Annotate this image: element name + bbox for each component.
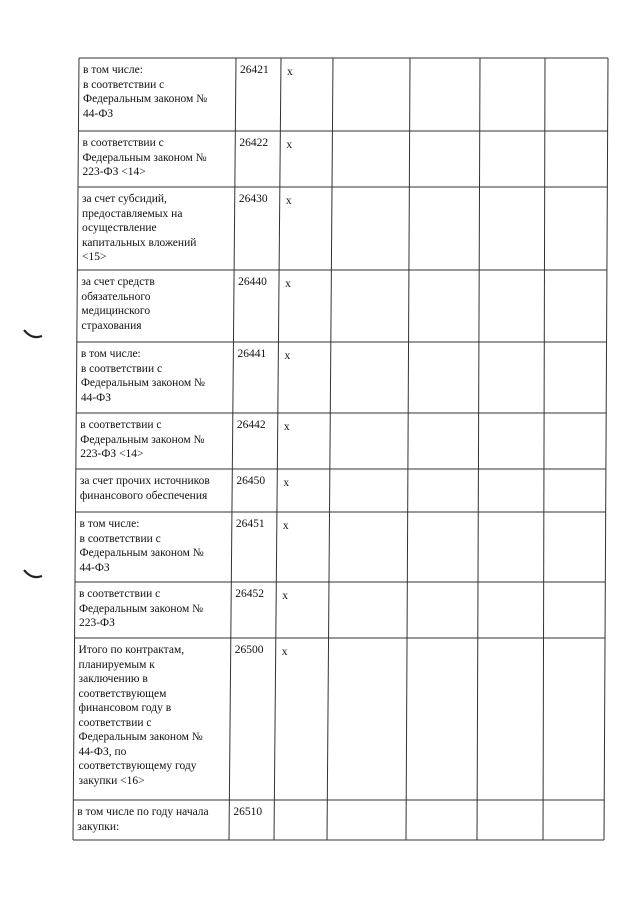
row-label: Итого по контрактам, планируемым к заключению в соответствующем финансовом году в соответствии с Федеральным законом № 44-ФЗ, по соответствующему году закупки <16> — [78, 644, 203, 787]
row-label: в том числе: в соответствии с Федеральным законом № 44-ФЗ — [79, 518, 204, 574]
row-code: 26510 — [233, 806, 263, 818]
row-label: в соответствии с Федеральным законом № 223-ФЗ <14> — [80, 419, 205, 460]
row-mark: x — [281, 646, 288, 658]
row-mark: x — [282, 520, 289, 532]
row-mark: x — [285, 195, 292, 207]
table-vertical-rule — [327, 58, 333, 840]
row-label: в соответствии с Федеральным законом № 223-ФЗ <14> — [82, 137, 207, 178]
row-mark: x — [286, 139, 293, 151]
row-code: 26441 — [237, 348, 267, 360]
row-label: за счет субсидий, предоставляемых на осуществление капитальных вложений <15> — [82, 193, 197, 263]
row-code: 26451 — [235, 518, 265, 530]
row-mark: x — [287, 66, 293, 78]
row-code: 26422 — [239, 137, 269, 149]
table-vertical-rule — [406, 58, 410, 840]
row-label: за счет прочих источников финансового обеспечения — [79, 475, 210, 502]
table-vertical-rule — [543, 58, 545, 840]
row-label: в том числе: в соответствии с Федеральным законом № 44-ФЗ — [80, 348, 205, 404]
table-vertical-rule — [477, 58, 480, 840]
table-vertical-rule — [274, 58, 281, 840]
row-code: 26450 — [236, 475, 266, 487]
row-label: в соответствии с Федеральным законом № 223-ФЗ — [78, 588, 204, 629]
row-label: в том числе: в соответствии с Федеральным законом № 44-ФЗ — [83, 64, 208, 120]
row-label: за счет средств обязательного медицинского страхования — [81, 276, 155, 332]
row-mark: x — [283, 477, 290, 489]
binding-mark-lower — [22, 566, 44, 582]
table-vertical-rule — [604, 58, 608, 840]
row-mark: x — [284, 350, 291, 362]
row-label: в том числе по году начала закупки: — [77, 806, 209, 833]
row-mark: x — [285, 278, 291, 290]
row-code: 26440 — [238, 276, 267, 288]
row-code: 26452 — [235, 588, 265, 600]
row-code: 26442 — [236, 419, 266, 431]
binding-mark-upper — [22, 326, 44, 342]
row-code: 26500 — [234, 644, 264, 656]
row-code: 26421 — [240, 64, 269, 76]
row-mark: x — [282, 590, 289, 602]
row-mark: x — [283, 421, 290, 433]
row-code: 26430 — [238, 193, 268, 205]
